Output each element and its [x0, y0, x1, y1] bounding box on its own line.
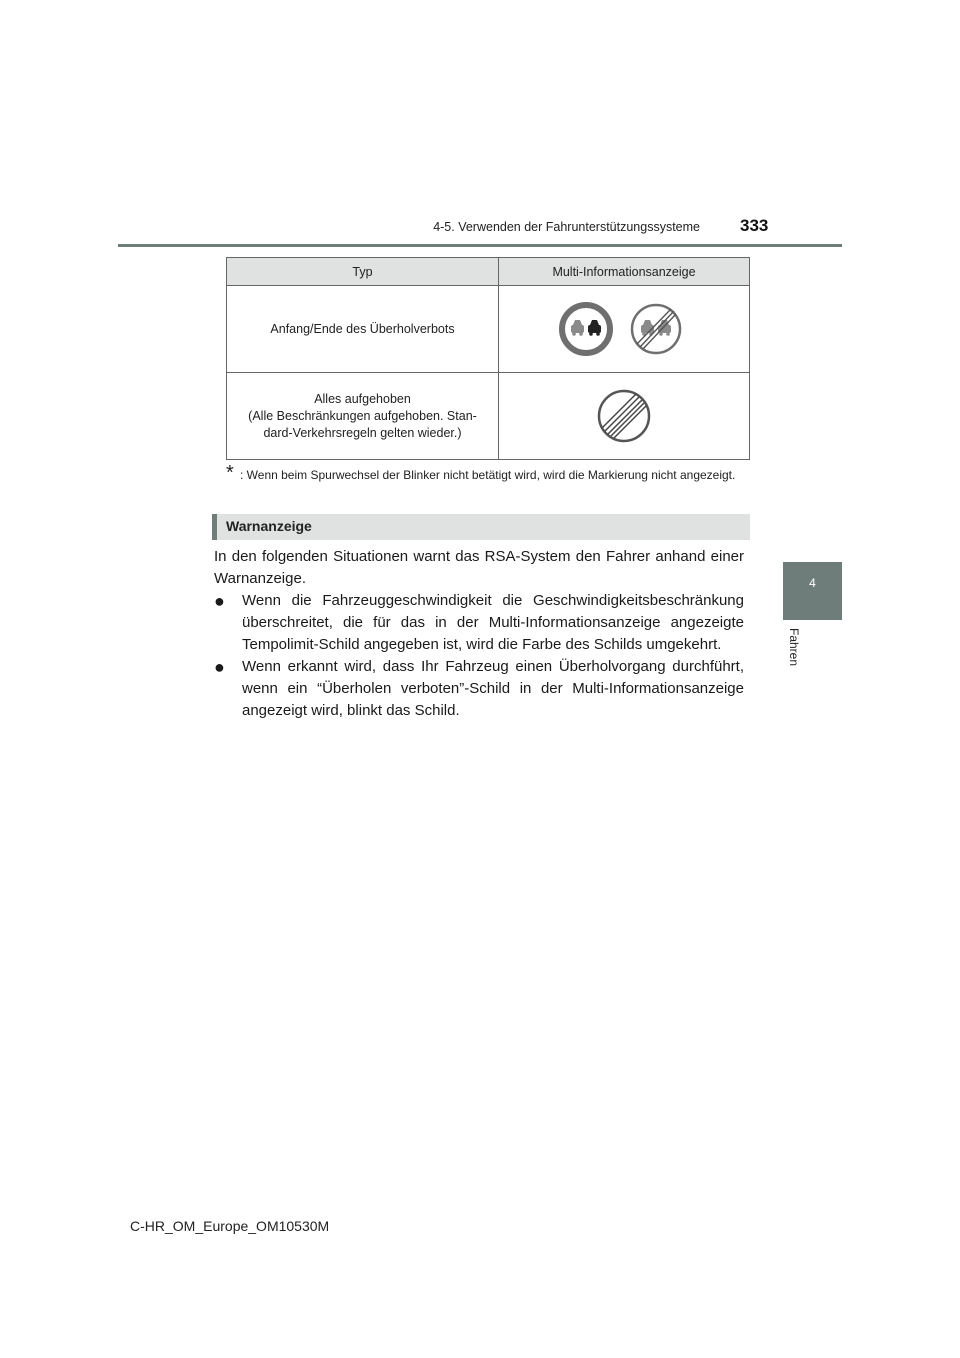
type-description: (Alle Beschränkungen aufgehoben. Stan-: [248, 408, 477, 423]
end-of-all-restrictions-sign-icon: [594, 386, 654, 446]
section-header: [212, 514, 750, 540]
list-item: [214, 656, 744, 722]
side-tab-label: Fahren: [787, 628, 801, 667]
footnote-marker: *: [226, 462, 234, 484]
type-label: Alles aufgehoben: [314, 391, 411, 406]
footnote: [226, 462, 744, 484]
header-section-title: 4-5. Verwenden der Fahrunterstützungssysteme: [433, 220, 700, 234]
header-rule: [118, 244, 842, 247]
side-tab-number: 4: [809, 576, 816, 590]
footnote-text: : Wenn beim Spurwechsel der Blinker nicht betätigt wird, wird die Markierung nicht angezeigt.: [240, 468, 736, 482]
table-row: [227, 373, 750, 460]
bullet-icon: ●: [214, 591, 225, 611]
column-header-display: Multi-Informationsanzeige: [499, 258, 750, 286]
page-number: 333: [740, 216, 769, 235]
bullet-text: Wenn erkannt wird, dass Ihr Fahrzeug einen Überholvorgang durchführt, wenn ein “Überholen verboten”-Schild in der Multi-Informationsanzeige angezeigt wird, blinkt das Schild.: [242, 658, 744, 719]
table-header-row: [227, 258, 750, 286]
sign-cell: [499, 373, 750, 460]
side-tab: [783, 562, 842, 620]
type-cell: [227, 286, 499, 373]
type-cell: [227, 373, 499, 460]
table-row: [227, 286, 750, 373]
type-description: dard-Verkehrsregeln gelten wieder.): [263, 425, 462, 440]
section-title: Warnanzeige: [226, 518, 312, 534]
sign-cell: [499, 286, 750, 373]
type-label: Anfang/Ende des Überholverbots: [270, 321, 455, 336]
bullet-text: Wenn die Fahrzeuggeschwindigkeit die Geschwindigkeitsbeschränkung überschreitet, die für das in der Multi-Informationsanzeige angezeigte Tempolimit-Schild angegeben ist, wird die Farbe des Schilds umgekehrt.: [242, 592, 744, 653]
overtaking-signs-group: [554, 299, 694, 359]
body-intro: In den folgenden Situationen warnt das RSA-System den Fahrer anhand einer Warnanzeige.: [214, 548, 744, 587]
section-accent: [212, 514, 217, 540]
end-of-no-overtaking-sign-icon: [632, 305, 680, 353]
bullet-icon: ●: [214, 657, 225, 677]
footer-doc-code: C-HR_OM_Europe_OM10530M: [130, 1218, 330, 1234]
no-overtaking-sign-icon: [562, 305, 610, 353]
list-item: [214, 590, 744, 656]
column-header-type: Typ: [227, 258, 499, 286]
sign-table: [226, 257, 750, 460]
